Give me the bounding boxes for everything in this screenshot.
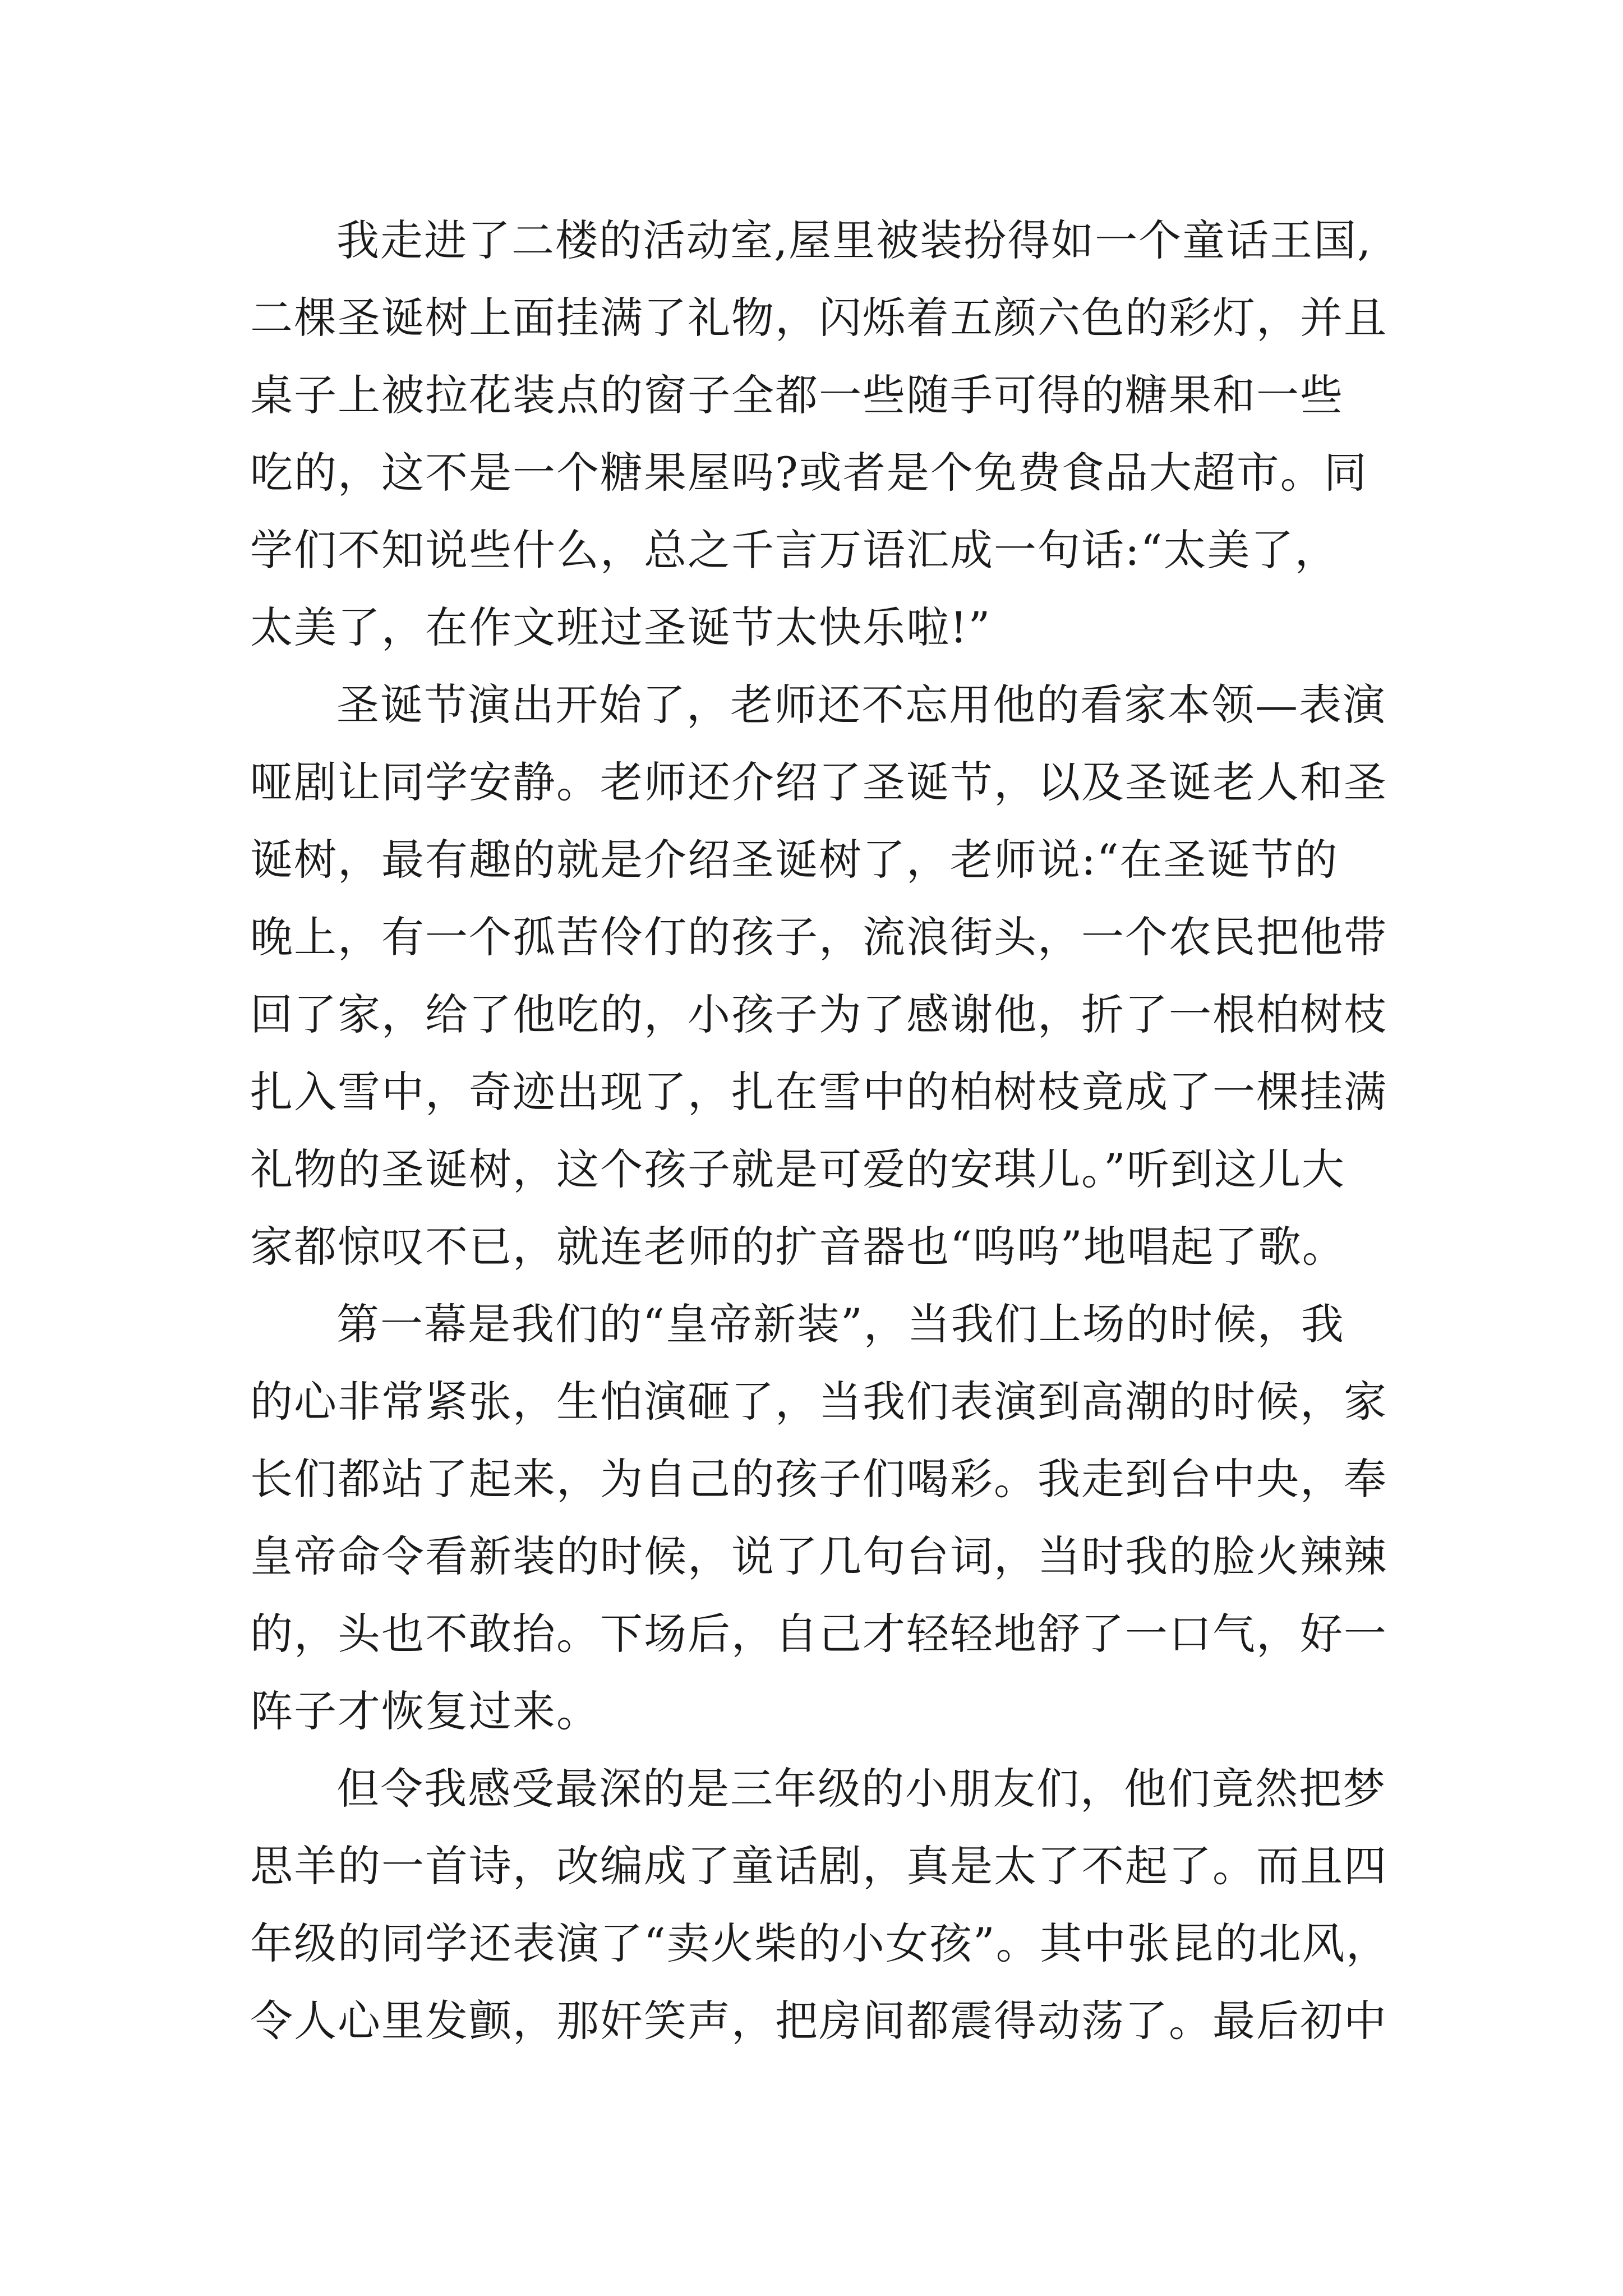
text-line: 皇帝命令看新装的时候，说了几句台词，当时我的脸火辣辣	[250, 1531, 1387, 1581]
document-body-text	[250, 202, 1390, 2060]
text-line: 哑剧让同学安静。老师还介绍了圣诞节，以及圣诞老人和圣	[250, 757, 1387, 807]
paragraph-first-line: 第一幕是我们的“皇帝新装”，当我们上场的时候，我	[336, 1299, 1345, 1349]
text-line: 家都惊叹不已，就连老师的扩音器也“呜呜”地唱起了歌。	[250, 1222, 1346, 1272]
text-line: 二棵圣诞树上面挂满了礼物，闪烁着五颜六色的彩灯，并且	[250, 293, 1387, 343]
text-line: 桌子上被拉花装点的窗子全都一些随手可得的糖果和一些	[250, 370, 1344, 420]
text-line: 思羊的一首诗，改编成了童话剧，真是太了不起了。而且四	[250, 1841, 1387, 1891]
text-line: 回了家，给了他吃的，小孩子为了感谢他，折了一根柏树枝	[250, 990, 1387, 1039]
text-line: 阵子才恢复过来。	[250, 1686, 600, 1736]
text-line: 年级的同学还表演了“卖火柴的小女孩”。其中张昆的北风，	[250, 1918, 1390, 1968]
text-line: 诞树，最有趣的就是介绍圣诞树了，老师说:“在圣诞节的	[250, 835, 1339, 885]
text-line: 晚上，有一个孤苦伶仃的孩子，流浪街头，一个农民把他带	[250, 912, 1387, 962]
text-line: 令人心里发颤，那奸笑声，把房间都震得动荡了。最后初中	[250, 1996, 1387, 2046]
text-line: 长们都站了起来，为自己的孩子们喝彩。我走到台中央，奉	[250, 1454, 1387, 1504]
text-line: 的，头也不敢抬。下场后，自己才轻轻地舒了一口气，好一	[250, 1609, 1387, 1659]
paragraph-first-line: 圣诞节演出开始了，老师还不忘用他的看家本领—表演	[336, 680, 1386, 730]
text-line: 太美了，在作文班过圣诞节太快乐啦!”	[250, 602, 992, 652]
text-line: 吃的，这不是一个糖果屋吗?或者是个免费食品大超市。同	[250, 448, 1368, 498]
text-line: 学们不知说些什么，总之千言万语汇成一句话:“太美了，	[250, 525, 1339, 575]
text-line: 礼物的圣诞树，这个孩子就是可爱的安琪儿。”听到这儿大	[250, 1144, 1345, 1194]
paragraph-first-line: 但令我感受最深的是三年级的小朋友们，他们竟然把梦	[336, 1764, 1386, 1814]
text-line: 扎入雪中，奇迹出现了，扎在雪中的柏树枝竟成了一棵挂满	[250, 1067, 1387, 1117]
paragraph-first-line: 我走进了二楼的活动室,屋里被装扮得如一个童话王国,	[336, 215, 1372, 265]
text-line: 的心非常紧张，生怕演砸了，当我们表演到高潮的时候，家	[250, 1377, 1387, 1427]
